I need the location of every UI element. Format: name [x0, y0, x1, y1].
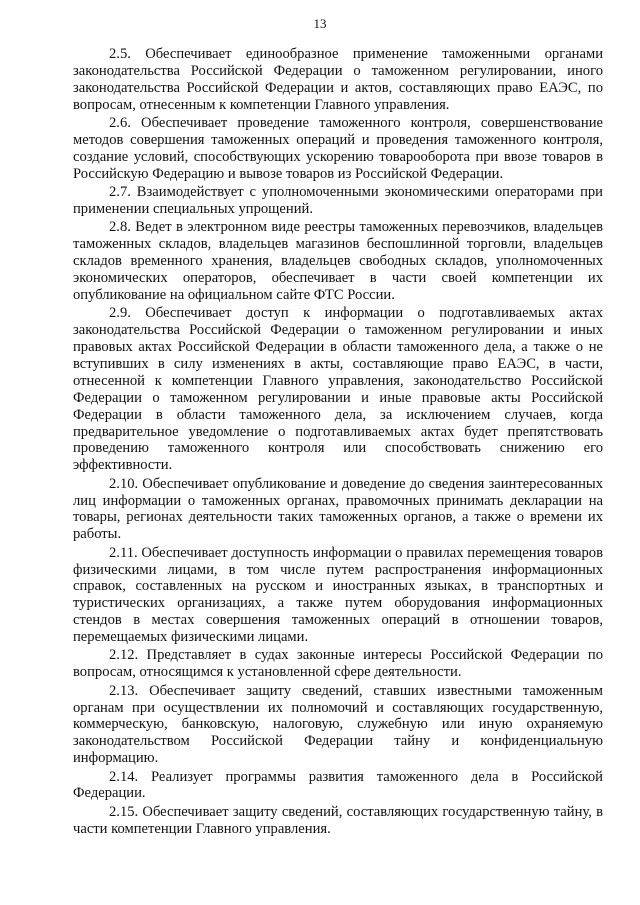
document-body	[73, 46, 603, 839]
page-number: 13	[313, 16, 327, 31]
paragraph-2-10: 2.10. Обеспечивает опубликование и доведение до сведения заинтересованных лиц информации о таможенных органах, правомочных принимать декларации на товары, регионах деятельности таких таможенных органов, а также о времени их работы.	[73, 475, 603, 543]
paragraph-2-12: 2.12. Представляет в судах законные интересы Российской Федерации по вопросам, относящимся к установленной сфере деятельности.	[73, 647, 603, 681]
paragraph-2-14: 2.14. Реализует программы развития таможенного дела в Российской Федерации.	[73, 768, 603, 802]
paragraph-2-8: 2.8. Ведет в электронном виде реестры таможенных перевозчиков, владельцев таможенных складов, владельцев магазинов беспошлинной торговли, владельцев складов временного хранения, владельцев свободных складов, уполномоченных экономических операторов, обеспечивает в части своей компетенции их опубликование на официальном сайте ФТС России.	[73, 219, 603, 303]
paragraph-2-15: 2.15. Обеспечивает защиту сведений, составляющих государственную тайну, в части компетенции Главного управления.	[73, 803, 603, 837]
paragraph-2-11: 2.11. Обеспечивает доступность информации о правилах перемещения товаров физическими лицами, в том числе путем распространения информационных справок, составленных на русском и иностранных языках, в транспортных и туристических организациях, а также путем оборудования информационных стендов в местах совершения таможенных операций в отношении товаров, перемещаемых физическими лицами.	[73, 544, 603, 646]
paragraph-2-6: 2.6. Обеспечивает проведение таможенного контроля, совершенствование методов совершения таможенных операций и проведения таможенного контроля, создание условий, способствующих ускорению товарооборота при ввозе товаров в Российскую Федерацию и вывозе товаров из Российской Федерации.	[73, 115, 603, 182]
paragraph-2-7: 2.7. Взаимодействует с уполномоченными экономическими операторами при применении специальных упрощений.	[73, 184, 603, 217]
paragraph-2-9: 2.9. Обеспечивает доступ к информации о подготавливаемых актах законодательства Российской Федерации о таможенном регулировании и иных правовых актах Российской Федерации в области таможенного дела, а также о не вступивших в силу изменениях в акты, составляющие право ЕАЭС, в части, отнесенной к компетенции Главного управления, законодательство Российской Федерации о таможенном регулировании и иные правовые акты Российской Федерации в области таможенного дела, за исключением случаев, когда предварительное уведомление о подготавливаемых актах будет препятствовать проведению таможенного контроля или способствовать снижению его эффективности.	[73, 305, 603, 474]
paragraph-2-13: 2.13. Обеспечивает защиту сведений, ставших известными таможенным органам при осуществлении их полномочий и составляющих государственную, коммерческую, банковскую, налоговую, служебную или иную охраняемую законодательством Российской Федерации тайну и конфиденциальную информацию.	[73, 682, 603, 767]
paragraph-2-5: 2.5. Обеспечивает единообразное применение таможенными органами законодательства Российской Федерации о таможенном регулировании, иного законодательства Российской Федерации и актов, составляющих право ЕАЭС, по вопросам, отнесенным к компетенции Главного управления.	[73, 46, 603, 113]
